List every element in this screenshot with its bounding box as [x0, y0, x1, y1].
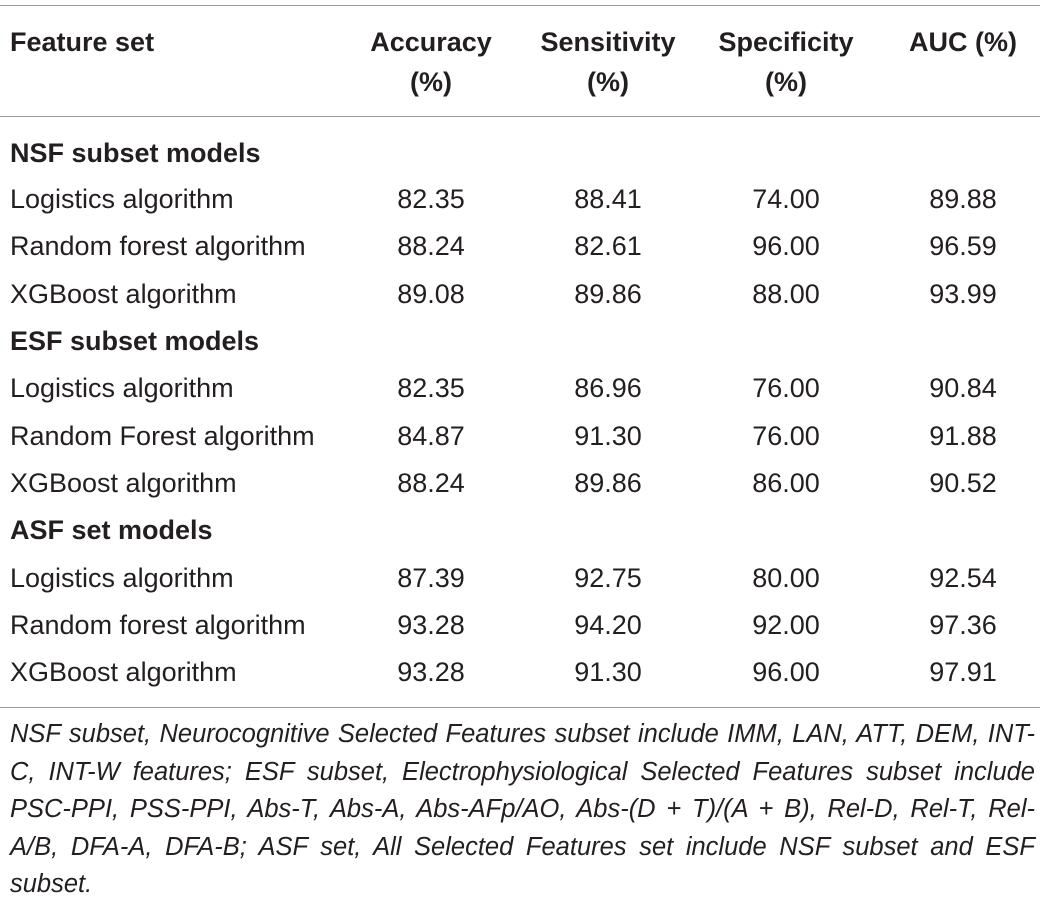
bottom-rule [0, 707, 1040, 708]
table-row: Random forest algorithm 88.24 82.61 96.00 96.59 [10, 231, 997, 261]
header-feature-set: Feature set [10, 27, 155, 57]
header-auc: AUC (%) [909, 27, 1017, 57]
table-row: Logistics algorithm 87.39 92.75 80.00 92.54 [10, 563, 997, 593]
header-rule [0, 116, 1040, 117]
table-row: Random Forest algorithm 84.87 91.30 76.00 91.88 [10, 421, 997, 451]
header-sensitivity: Sensitivity (%) [540, 27, 676, 97]
table-row: Logistics algorithm 82.35 88.41 74.00 89.88 [10, 184, 997, 214]
table-row: XGBoost algorithm 93.28 91.30 96.00 97.91 [10, 657, 997, 687]
table-row: Logistics algorithm 82.35 86.96 76.00 90.84 [10, 373, 997, 403]
header-accuracy: Accuracy (%) [370, 27, 492, 97]
group-heading-nsf: NSF subset models [10, 138, 261, 168]
table-row: Random forest algorithm 93.28 94.20 92.00 97.36 [10, 610, 997, 640]
top-rule [0, 5, 1040, 6]
group-heading-asf: ASF set models [10, 515, 213, 545]
header-specificity: Specificity (%) [718, 27, 854, 97]
group-heading-esf: ESF subset models [10, 326, 260, 356]
table-row: XGBoost algorithm 88.24 89.86 86.00 90.52 [10, 468, 997, 498]
table-footnote: NSF subset, Neurocognitive Selected Features subset include IMM, LAN, ATT, DEM, INT-C, INT-W features; ESF subset, Electrophysiological Selected Features subset include PSC-PPI, PSS-PPI, Abs-T, Abs-A, Abs-AFp/AO, Abs-(D + T)/(A + B), Rel-D, Rel-T, Rel-A/B, DFA-A, DFA-B; ASF set, All Selected Features set include NSF subset and ESF subset. [10, 720, 1035, 898]
table-row: XGBoost algorithm 89.08 89.86 88.00 93.99 [10, 279, 997, 309]
